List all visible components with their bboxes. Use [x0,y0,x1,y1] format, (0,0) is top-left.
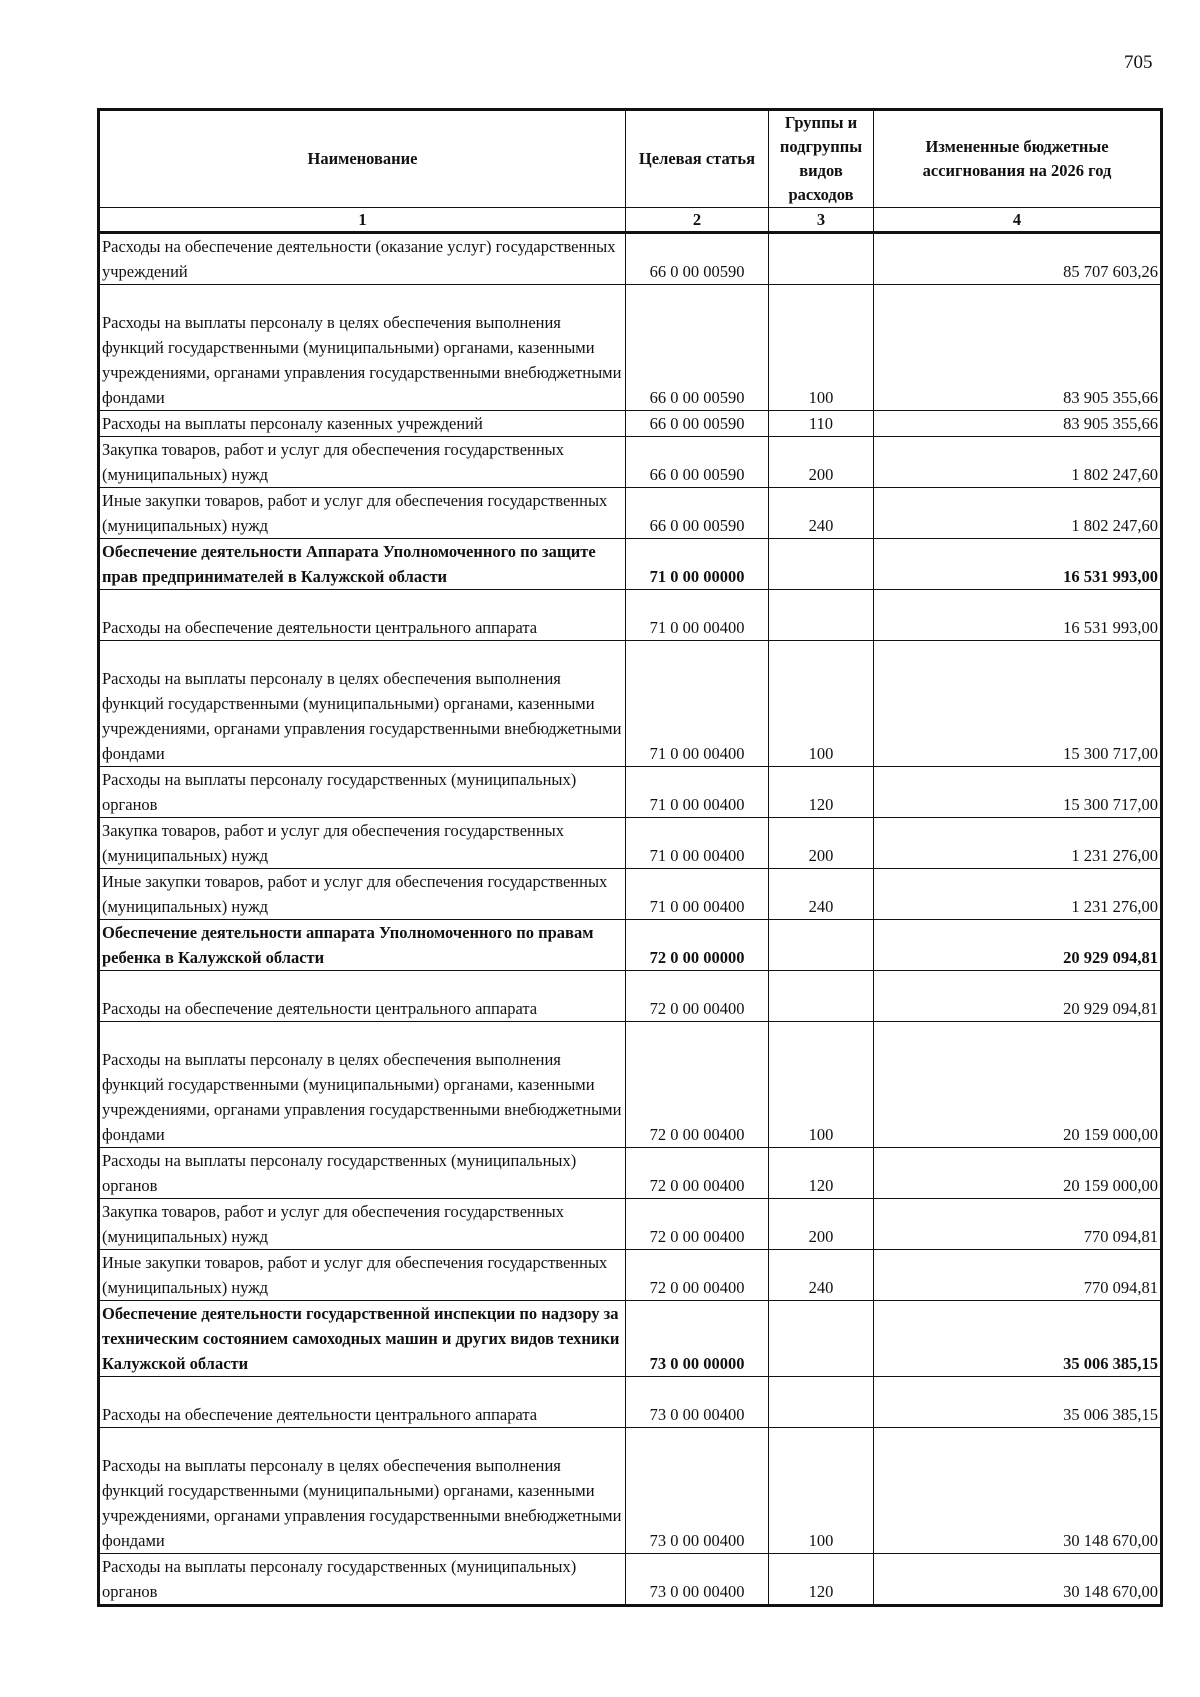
row-amount: 15 300 717,00 [874,641,1162,767]
row-amount: 20 929 094,81 [874,971,1162,1022]
row-target-code: 72 0 00 00000 [626,920,769,971]
row-name: Обеспечение деятельности государственной инспекции по надзору за техническим состоянием самоходных машин и других видов техники Калужской области [99,1301,626,1377]
row-name: Обеспечение деятельности аппарата Уполномоченного по правам ребенка в Калужской области [99,920,626,971]
row-expense-group: 200 [769,1199,874,1250]
row-target-code: 73 0 00 00400 [626,1554,769,1606]
table-row [99,1428,1162,1554]
column-number-4: 4 [874,208,1162,233]
column-number-1: 1 [99,208,626,233]
page-number: 705 [1124,52,1153,73]
row-amount: 1 231 276,00 [874,869,1162,920]
row-name: Иные закупки товаров, работ и услуг для обеспечения государственных (муниципальных) нужд [99,869,626,920]
row-expense-group: 100 [769,1022,874,1148]
row-expense-group: 240 [769,488,874,539]
row-name: Расходы на выплаты персоналу государственных (муниципальных) органов [99,767,626,818]
row-amount: 20 929 094,81 [874,920,1162,971]
table-row [99,437,1162,488]
row-name: Расходы на обеспечение деятельности центрального аппарата [99,1377,626,1428]
table-row [99,971,1162,1022]
table-row [99,285,1162,411]
row-name: Расходы на выплаты персоналу в целях обеспечения выполнения функций государственными (муниципальными) органами, казенными учреждениями, органами управления государственными внебюджетными фондами [99,641,626,767]
row-target-code: 72 0 00 00400 [626,1199,769,1250]
row-expense-group: 200 [769,437,874,488]
row-amount: 35 006 385,15 [874,1377,1162,1428]
row-amount: 770 094,81 [874,1199,1162,1250]
row-expense-group: 120 [769,1554,874,1606]
row-expense-group: 100 [769,641,874,767]
table-row [99,767,1162,818]
row-expense-group [769,971,874,1022]
row-amount: 83 905 355,66 [874,285,1162,411]
row-target-code: 71 0 00 00000 [626,539,769,590]
row-name: Закупка товаров, работ и услуг для обеспечения государственных (муниципальных) нужд [99,437,626,488]
row-name: Расходы на обеспечение деятельности центрального аппарата [99,590,626,641]
row-amount: 15 300 717,00 [874,767,1162,818]
row-expense-group: 240 [769,1250,874,1301]
row-target-code: 71 0 00 00400 [626,590,769,641]
row-target-code: 72 0 00 00400 [626,1148,769,1199]
table-row [99,641,1162,767]
row-name: Расходы на выплаты персоналу в целях обеспечения выполнения функций государственными (муниципальными) органами, казенными учреждениями, органами управления государственными внебюджетными фондами [99,285,626,411]
row-amount: 30 148 670,00 [874,1554,1162,1606]
row-amount: 20 159 000,00 [874,1148,1162,1199]
row-target-code: 73 0 00 00000 [626,1301,769,1377]
column-number-2: 2 [626,208,769,233]
row-target-code: 71 0 00 00400 [626,767,769,818]
row-expense-group: 200 [769,818,874,869]
row-amount: 1 802 247,60 [874,488,1162,539]
table-row [99,869,1162,920]
header-group: Группы и подгруппы видов расходов [769,110,874,208]
row-target-code: 73 0 00 00400 [626,1377,769,1428]
table-row [99,488,1162,539]
row-expense-group: 120 [769,767,874,818]
row-name: Расходы на выплаты персоналу в целях обеспечения выполнения функций государственными (муниципальными) органами, казенными учреждениями, органами управления государственными внебюджетными фондами [99,1022,626,1148]
row-target-code: 66 0 00 00590 [626,488,769,539]
row-target-code: 72 0 00 00400 [626,971,769,1022]
row-expense-group [769,920,874,971]
row-target-code: 66 0 00 00590 [626,437,769,488]
row-target-code: 72 0 00 00400 [626,1250,769,1301]
table-row [99,1199,1162,1250]
row-name: Расходы на выплаты персоналу казенных учреждений [99,411,626,437]
budget-table [97,108,1163,1607]
table-body [99,233,1162,1606]
table-row [99,1250,1162,1301]
row-name: Расходы на выплаты персоналу в целях обеспечения выполнения функций государственными (муниципальными) органами, казенными учреждениями, органами управления государственными внебюджетными фондами [99,1428,626,1554]
row-name: Иные закупки товаров, работ и услуг для обеспечения государственных (муниципальных) нужд [99,488,626,539]
row-name: Иные закупки товаров, работ и услуг для обеспечения государственных (муниципальных) нужд [99,1250,626,1301]
row-expense-group [769,1301,874,1377]
table-row [99,1301,1162,1377]
row-amount: 20 159 000,00 [874,1022,1162,1148]
table-row [99,1022,1162,1148]
row-expense-group [769,233,874,285]
row-name: Расходы на выплаты персоналу государственных (муниципальных) органов [99,1148,626,1199]
row-expense-group: 240 [769,869,874,920]
row-name: Обеспечение деятельности Аппарата Уполномоченного по защите прав предпринимателей в Калужской области [99,539,626,590]
row-target-code: 66 0 00 00590 [626,411,769,437]
row-target-code: 72 0 00 00400 [626,1022,769,1148]
table-row [99,1554,1162,1606]
row-amount: 1 802 247,60 [874,437,1162,488]
table-row [99,818,1162,869]
row-target-code: 71 0 00 00400 [626,869,769,920]
table-row [99,1377,1162,1428]
row-target-code: 71 0 00 00400 [626,818,769,869]
row-expense-group: 110 [769,411,874,437]
row-name: Расходы на обеспечение деятельности центрального аппарата [99,971,626,1022]
table-row [99,1148,1162,1199]
column-number-3: 3 [769,208,874,233]
row-expense-group: 100 [769,1428,874,1554]
table-row [99,539,1162,590]
row-amount: 770 094,81 [874,1250,1162,1301]
row-target-code: 71 0 00 00400 [626,641,769,767]
header-target: Целевая статья [626,110,769,208]
row-expense-group [769,1377,874,1428]
row-expense-group: 120 [769,1148,874,1199]
row-target-code: 66 0 00 00590 [626,233,769,285]
table-row [99,411,1162,437]
row-amount: 16 531 993,00 [874,590,1162,641]
row-amount: 85 707 603,26 [874,233,1162,285]
row-expense-group [769,590,874,641]
row-name: Закупка товаров, работ и услуг для обеспечения государственных (муниципальных) нужд [99,1199,626,1250]
table-row [99,920,1162,971]
row-name: Закупка товаров, работ и услуг для обеспечения государственных (муниципальных) нужд [99,818,626,869]
row-amount: 1 231 276,00 [874,818,1162,869]
row-target-code: 73 0 00 00400 [626,1428,769,1554]
row-expense-group [769,539,874,590]
row-expense-group: 100 [769,285,874,411]
row-amount: 16 531 993,00 [874,539,1162,590]
header-amount: Измененные бюджетные ассигнования на 2026 год [874,110,1162,208]
header-name: Наименование [99,110,626,208]
table-row [99,590,1162,641]
row-name: Расходы на выплаты персоналу государственных (муниципальных) органов [99,1554,626,1606]
row-amount: 83 905 355,66 [874,411,1162,437]
table-header [99,110,1162,233]
table-row [99,233,1162,285]
row-target-code: 66 0 00 00590 [626,285,769,411]
row-amount: 35 006 385,15 [874,1301,1162,1377]
row-name: Расходы на обеспечение деятельности (оказание услуг) государственных учреждений [99,233,626,285]
row-amount: 30 148 670,00 [874,1428,1162,1554]
